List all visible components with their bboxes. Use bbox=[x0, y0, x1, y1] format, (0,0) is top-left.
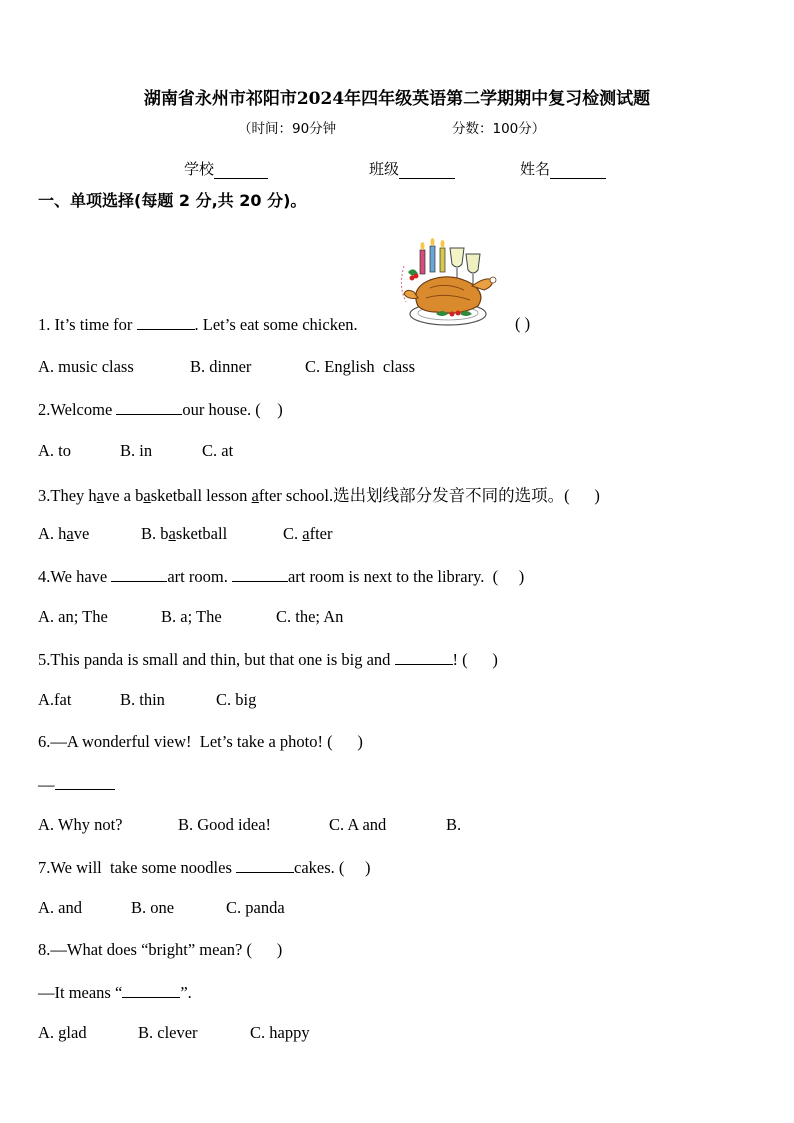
exam-title: 湖南省永州市祁阳市2024年四年级英语第二学期期中复习检测试题 bbox=[143, 89, 651, 109]
q5-stem-b: ! ( ) bbox=[452, 650, 498, 669]
q4-stem-b: art room. bbox=[167, 567, 228, 586]
q2-option-a: A. to bbox=[38, 441, 71, 460]
q3-option-c-underlined: a bbox=[302, 524, 310, 543]
question-7 bbox=[38, 857, 371, 878]
q3-option-b bbox=[141, 524, 227, 544]
name-label: 姓名 bbox=[520, 160, 551, 178]
q3-option-a-underlined: a bbox=[66, 524, 74, 543]
q3-option-a bbox=[38, 524, 89, 544]
q7-stem-a: 7.We will take some noodles bbox=[38, 858, 232, 877]
question-1 bbox=[38, 314, 358, 335]
class-label: 班级 bbox=[369, 160, 400, 178]
q2-blank bbox=[116, 399, 182, 415]
q1-stem-b: . Let’s eat some chicken. bbox=[194, 315, 358, 334]
q4-blank-2 bbox=[232, 566, 288, 582]
exam-time: （时间：90分钟 bbox=[238, 121, 337, 137]
question-3 bbox=[38, 482, 600, 506]
roast-chicken-illustration bbox=[400, 236, 502, 332]
school-field bbox=[184, 158, 268, 179]
q6-blank bbox=[55, 774, 115, 790]
question-5 bbox=[38, 649, 498, 670]
name-blank bbox=[550, 162, 606, 179]
q3-option-b-part: B. b bbox=[141, 524, 169, 543]
q2-stem-a: 2.Welcome bbox=[38, 400, 113, 419]
q2-option-c: C. at bbox=[202, 441, 234, 460]
q6-reply-dash: — bbox=[38, 775, 55, 794]
q3-underlined-letter: a bbox=[96, 486, 104, 505]
question-4 bbox=[38, 566, 524, 587]
q4-option-b: B. a; The bbox=[161, 607, 222, 626]
q5-option-a: A.fat bbox=[38, 690, 72, 709]
q3-stem-part: sketball lesson bbox=[150, 486, 252, 505]
q4-option-c: C. the; An bbox=[276, 607, 344, 626]
q1-blank bbox=[137, 314, 195, 330]
q8-option-c: C. happy bbox=[250, 1023, 310, 1042]
q4-option-a: A. an; The bbox=[38, 607, 108, 626]
q2-option-b: B. in bbox=[120, 441, 153, 460]
q1-option-a: A. music class bbox=[38, 357, 134, 376]
school-blank bbox=[214, 162, 268, 179]
q3-option-b-underlined: a bbox=[168, 524, 176, 543]
section-heading: 一、单项选择(每题 2 分,共 20 分)。 bbox=[38, 191, 307, 210]
q5-stem-a: 5.This panda is small and thin, but that one is big and bbox=[38, 650, 391, 669]
q1-option-c: C. English class bbox=[305, 357, 415, 376]
q3-option-c-part: fter bbox=[309, 524, 333, 543]
school-label: 学校 bbox=[184, 160, 215, 178]
q4-blank-1 bbox=[111, 566, 167, 582]
q8-blank bbox=[122, 982, 180, 998]
q7-blank bbox=[236, 857, 294, 873]
q4-stem-c: art room is next to the library. ( ) bbox=[287, 567, 525, 586]
q3-option-c bbox=[283, 524, 333, 544]
q6-reply bbox=[38, 774, 115, 795]
q7-option-b: B. one bbox=[131, 898, 175, 917]
class-field bbox=[369, 158, 455, 179]
q6-option-c: C. A and bbox=[329, 815, 387, 834]
q5-option-c: C. big bbox=[216, 690, 257, 709]
question-2 bbox=[38, 399, 283, 420]
q3-option-a-part: ve bbox=[73, 524, 90, 543]
q8-reply-b: ”. bbox=[180, 983, 192, 1002]
q7-stem-b: cakes. ( ) bbox=[294, 858, 371, 877]
name-field bbox=[520, 158, 606, 179]
q3-stem-part: fter school.选出划线部分发音不同的选项。( ) bbox=[258, 486, 600, 505]
q3-underlined-letter: a bbox=[143, 486, 151, 505]
q3-underlined-letter: a bbox=[251, 486, 259, 505]
q1-stem-a: 1. It’s time for bbox=[38, 315, 133, 334]
class-blank bbox=[399, 162, 455, 179]
q8-reply-a: —It means “ bbox=[38, 983, 123, 1002]
q7-option-c: C. panda bbox=[226, 898, 285, 917]
q6-option-b: B. Good idea! bbox=[178, 815, 272, 834]
question-6: 6.—A wonderful view! Let’s take a photo! ( ) bbox=[38, 732, 363, 751]
q3-option-a-part: A. h bbox=[38, 524, 67, 543]
q4-stem-a: 4.We have bbox=[38, 567, 108, 586]
q7-option-a: A. and bbox=[38, 898, 82, 917]
q1-answer-paren: ( ) bbox=[515, 314, 531, 333]
q3-stem-part: ve a b bbox=[103, 486, 144, 505]
q3-option-c-part: C. bbox=[283, 524, 303, 543]
exam-score: 分数：100分） bbox=[452, 121, 546, 137]
q1-option-b: B. dinner bbox=[190, 357, 252, 376]
q3-stem-part: 3.They h bbox=[38, 486, 97, 505]
question-8: 8.—What does “bright” mean? ( ) bbox=[38, 940, 283, 959]
q3-option-b-part: sketball bbox=[175, 524, 228, 543]
q6-option-a: A. Why not? bbox=[38, 815, 123, 834]
q5-blank bbox=[395, 649, 453, 665]
q5-option-b: B. thin bbox=[120, 690, 165, 709]
q8-option-b: B. clever bbox=[138, 1023, 198, 1042]
q2-stem-b: our house. ( ) bbox=[182, 400, 283, 419]
q8-option-a: A. glad bbox=[38, 1023, 87, 1042]
q8-reply bbox=[38, 982, 192, 1003]
q6-option-d: B. bbox=[446, 815, 462, 834]
